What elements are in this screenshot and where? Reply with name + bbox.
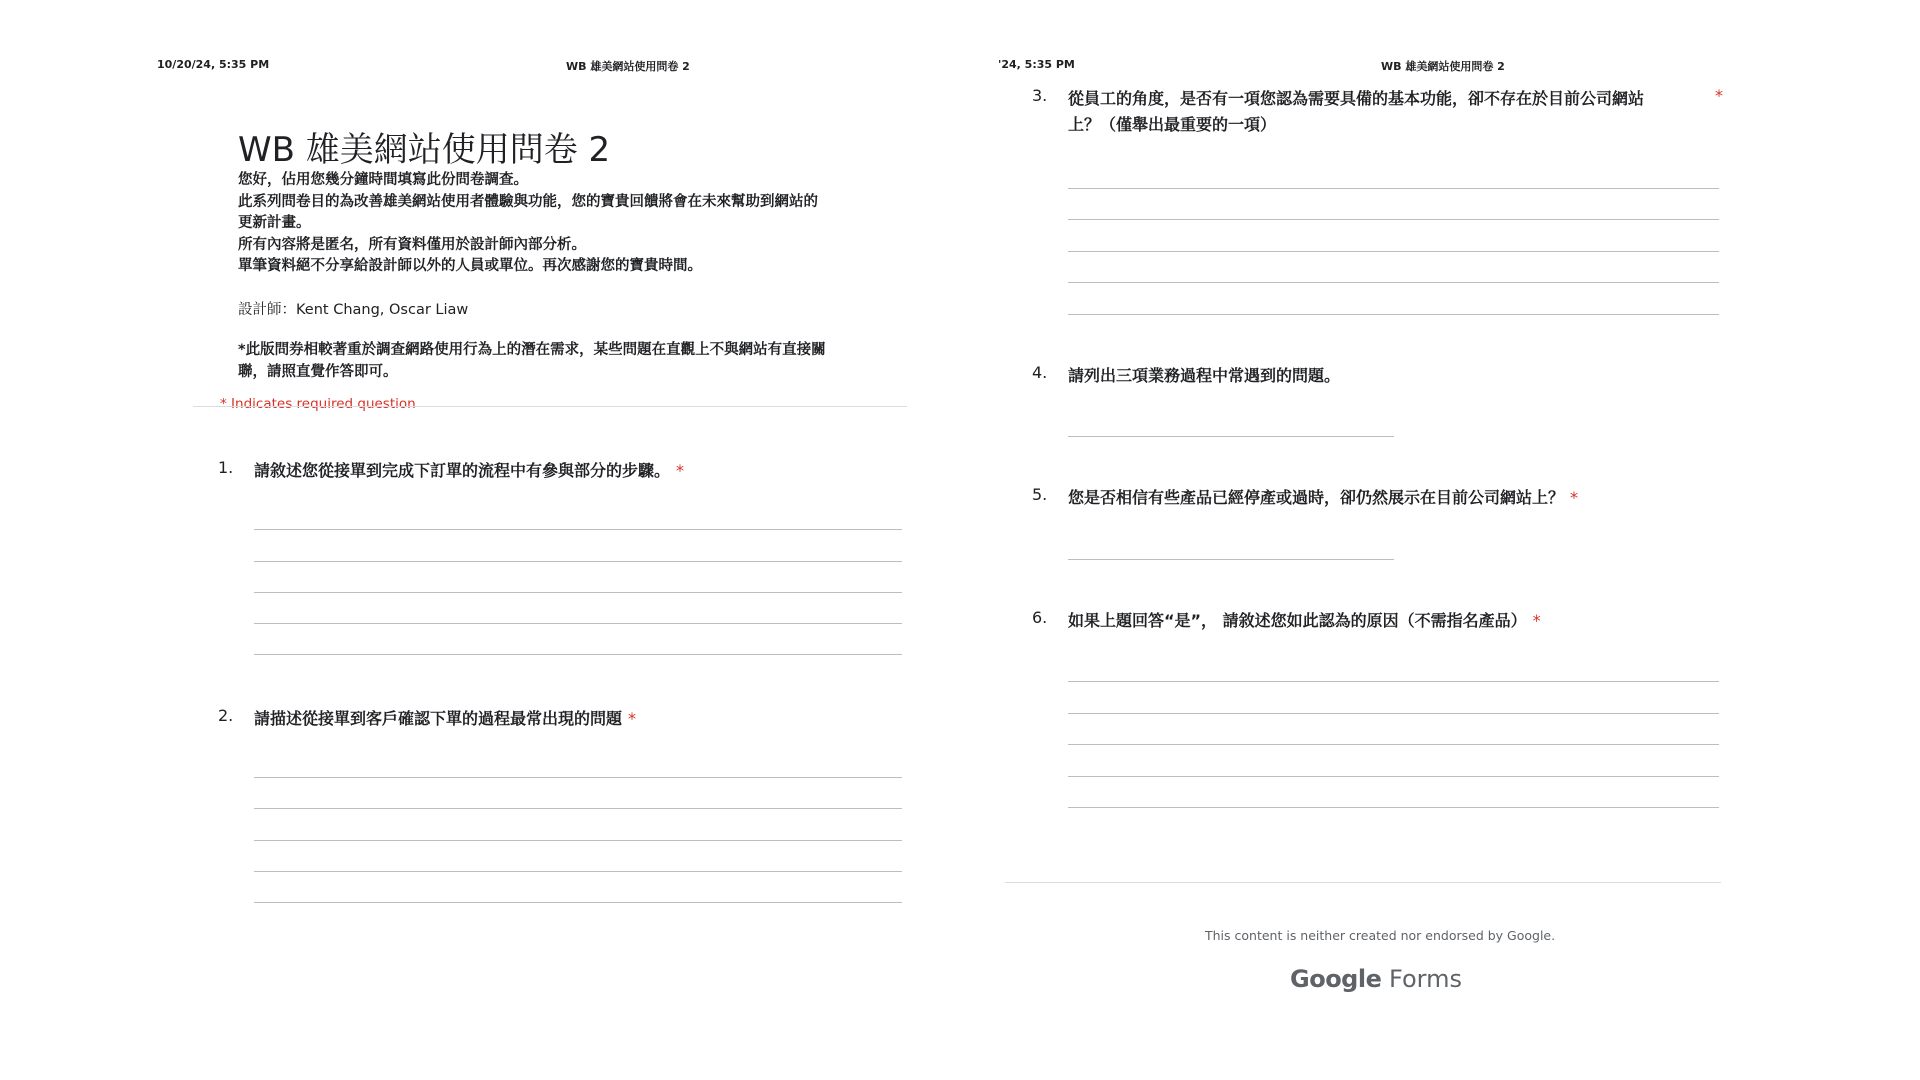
answer-line[interactable]: [254, 529, 902, 530]
question-text: [1068, 86, 1728, 138]
answer-line[interactable]: [254, 777, 902, 778]
answer-line[interactable]: [1068, 744, 1719, 745]
question-number: 1.: [218, 458, 234, 477]
brand-google: Google: [1290, 965, 1382, 993]
note-line: 聯，請照直覺作答即可。: [238, 363, 398, 380]
description-line: 您好，佔用您幾分鐘時間填寫此份問卷調查。: [238, 172, 528, 188]
question-number: 2.: [218, 706, 234, 725]
required-asterisk: *: [676, 461, 685, 480]
description-line: 單筆資料絕不分享給設計師以外的人員或單位。再次感謝您的寶貴時間。: [238, 258, 702, 274]
google-forms-logo[interactable]: [1290, 965, 1462, 993]
answer-line[interactable]: [254, 561, 902, 562]
description-line: 此系列問卷目的為改善雄美網站使用者體驗與功能，您的寶貴回饋將會在未來幫助到網站的: [238, 193, 818, 210]
answer-line[interactable]: [254, 902, 902, 903]
answer-line[interactable]: [1068, 807, 1719, 808]
designer-credit: 設計師：Kent Chang, Oscar Liaw: [238, 302, 469, 318]
question-label: 請敘述您從接單到完成下訂單的流程中有參與部分的步驟。: [254, 461, 671, 480]
question-label-line: 從員工的角度，是否有一項您認為需要具備的基本功能，卻不存在於目前公司網站: [1068, 89, 1645, 108]
question-text: [1068, 485, 1578, 511]
question-label: 如果上題回答“是”， 請敘述您如此認為的原因（不需指名產品）: [1068, 611, 1527, 630]
required-asterisk: *: [1532, 611, 1541, 630]
description-line: 更新計畫。: [238, 215, 311, 231]
note-line: *此版問券相較著重於調查網路使用行為上的潛在需求，某些問題在直觀上不與網站有直接關: [238, 342, 826, 358]
print-header-title: WB 雄美網站使用問卷 2: [1381, 60, 1505, 73]
answer-line[interactable]: [1068, 559, 1394, 560]
question-number: 3.: [1032, 86, 1048, 105]
print-header-title: WB 雄美網站使用問卷 2: [566, 60, 690, 73]
answer-line[interactable]: [1068, 188, 1719, 189]
answer-line[interactable]: [1068, 282, 1719, 283]
form-note: [238, 340, 888, 383]
question-label: 請列出三項業務過程中常遇到的問題。: [1068, 366, 1341, 385]
footer-divider: [1005, 882, 1721, 883]
google-disclaimer: This content is neither created nor endorsed by Google.: [1205, 928, 1556, 943]
print-date: 10/20/24, 5:35 PM: [157, 58, 270, 71]
answer-line[interactable]: [254, 654, 902, 655]
brand-forms: Forms: [1389, 965, 1462, 993]
question-label: 請描述從接單到客戶確認下單的過程最常出現的問題: [254, 709, 623, 728]
answer-line[interactable]: [254, 808, 902, 809]
question-text: [1068, 363, 1340, 389]
section-divider: [193, 406, 907, 407]
answer-line[interactable]: [1068, 436, 1394, 437]
required-question-note: * Indicates required question: [220, 396, 416, 412]
question-text: [254, 706, 636, 732]
print-date: '24, 5:35 PM: [998, 58, 1075, 71]
question-number: 4.: [1032, 363, 1048, 382]
answer-line[interactable]: [254, 871, 902, 872]
question-label-line: 上？（僅舉出最重要的一項）: [1068, 115, 1277, 134]
answer-line[interactable]: [254, 592, 902, 593]
required-asterisk: *: [1570, 488, 1579, 507]
form-title: WB 雄美網站使用問卷 2: [238, 130, 611, 170]
answer-line[interactable]: [1068, 219, 1719, 220]
required-asterisk: *: [1715, 86, 1723, 105]
required-asterisk: *: [628, 709, 637, 728]
answer-line[interactable]: [1068, 314, 1719, 315]
printed-page-right: [960, 0, 1920, 1080]
answer-line[interactable]: [1068, 251, 1719, 252]
description-line: 所有內容將是匿名，所有資料僅用於設計師內部分析。: [238, 236, 586, 253]
form-description: [238, 170, 888, 278]
answer-line[interactable]: [1068, 681, 1719, 682]
answer-line[interactable]: [254, 623, 902, 624]
question-number: 6.: [1032, 608, 1048, 627]
question-text: [1068, 608, 1541, 634]
question-label: 您是否相信有些產品已經停產或過時，卻仍然展示在目前公司網站上？: [1068, 488, 1565, 507]
question-number: 5.: [1032, 485, 1048, 504]
answer-line[interactable]: [1068, 713, 1719, 714]
question-text: [254, 458, 684, 484]
answer-line[interactable]: [254, 840, 902, 841]
answer-line[interactable]: [1068, 776, 1719, 777]
